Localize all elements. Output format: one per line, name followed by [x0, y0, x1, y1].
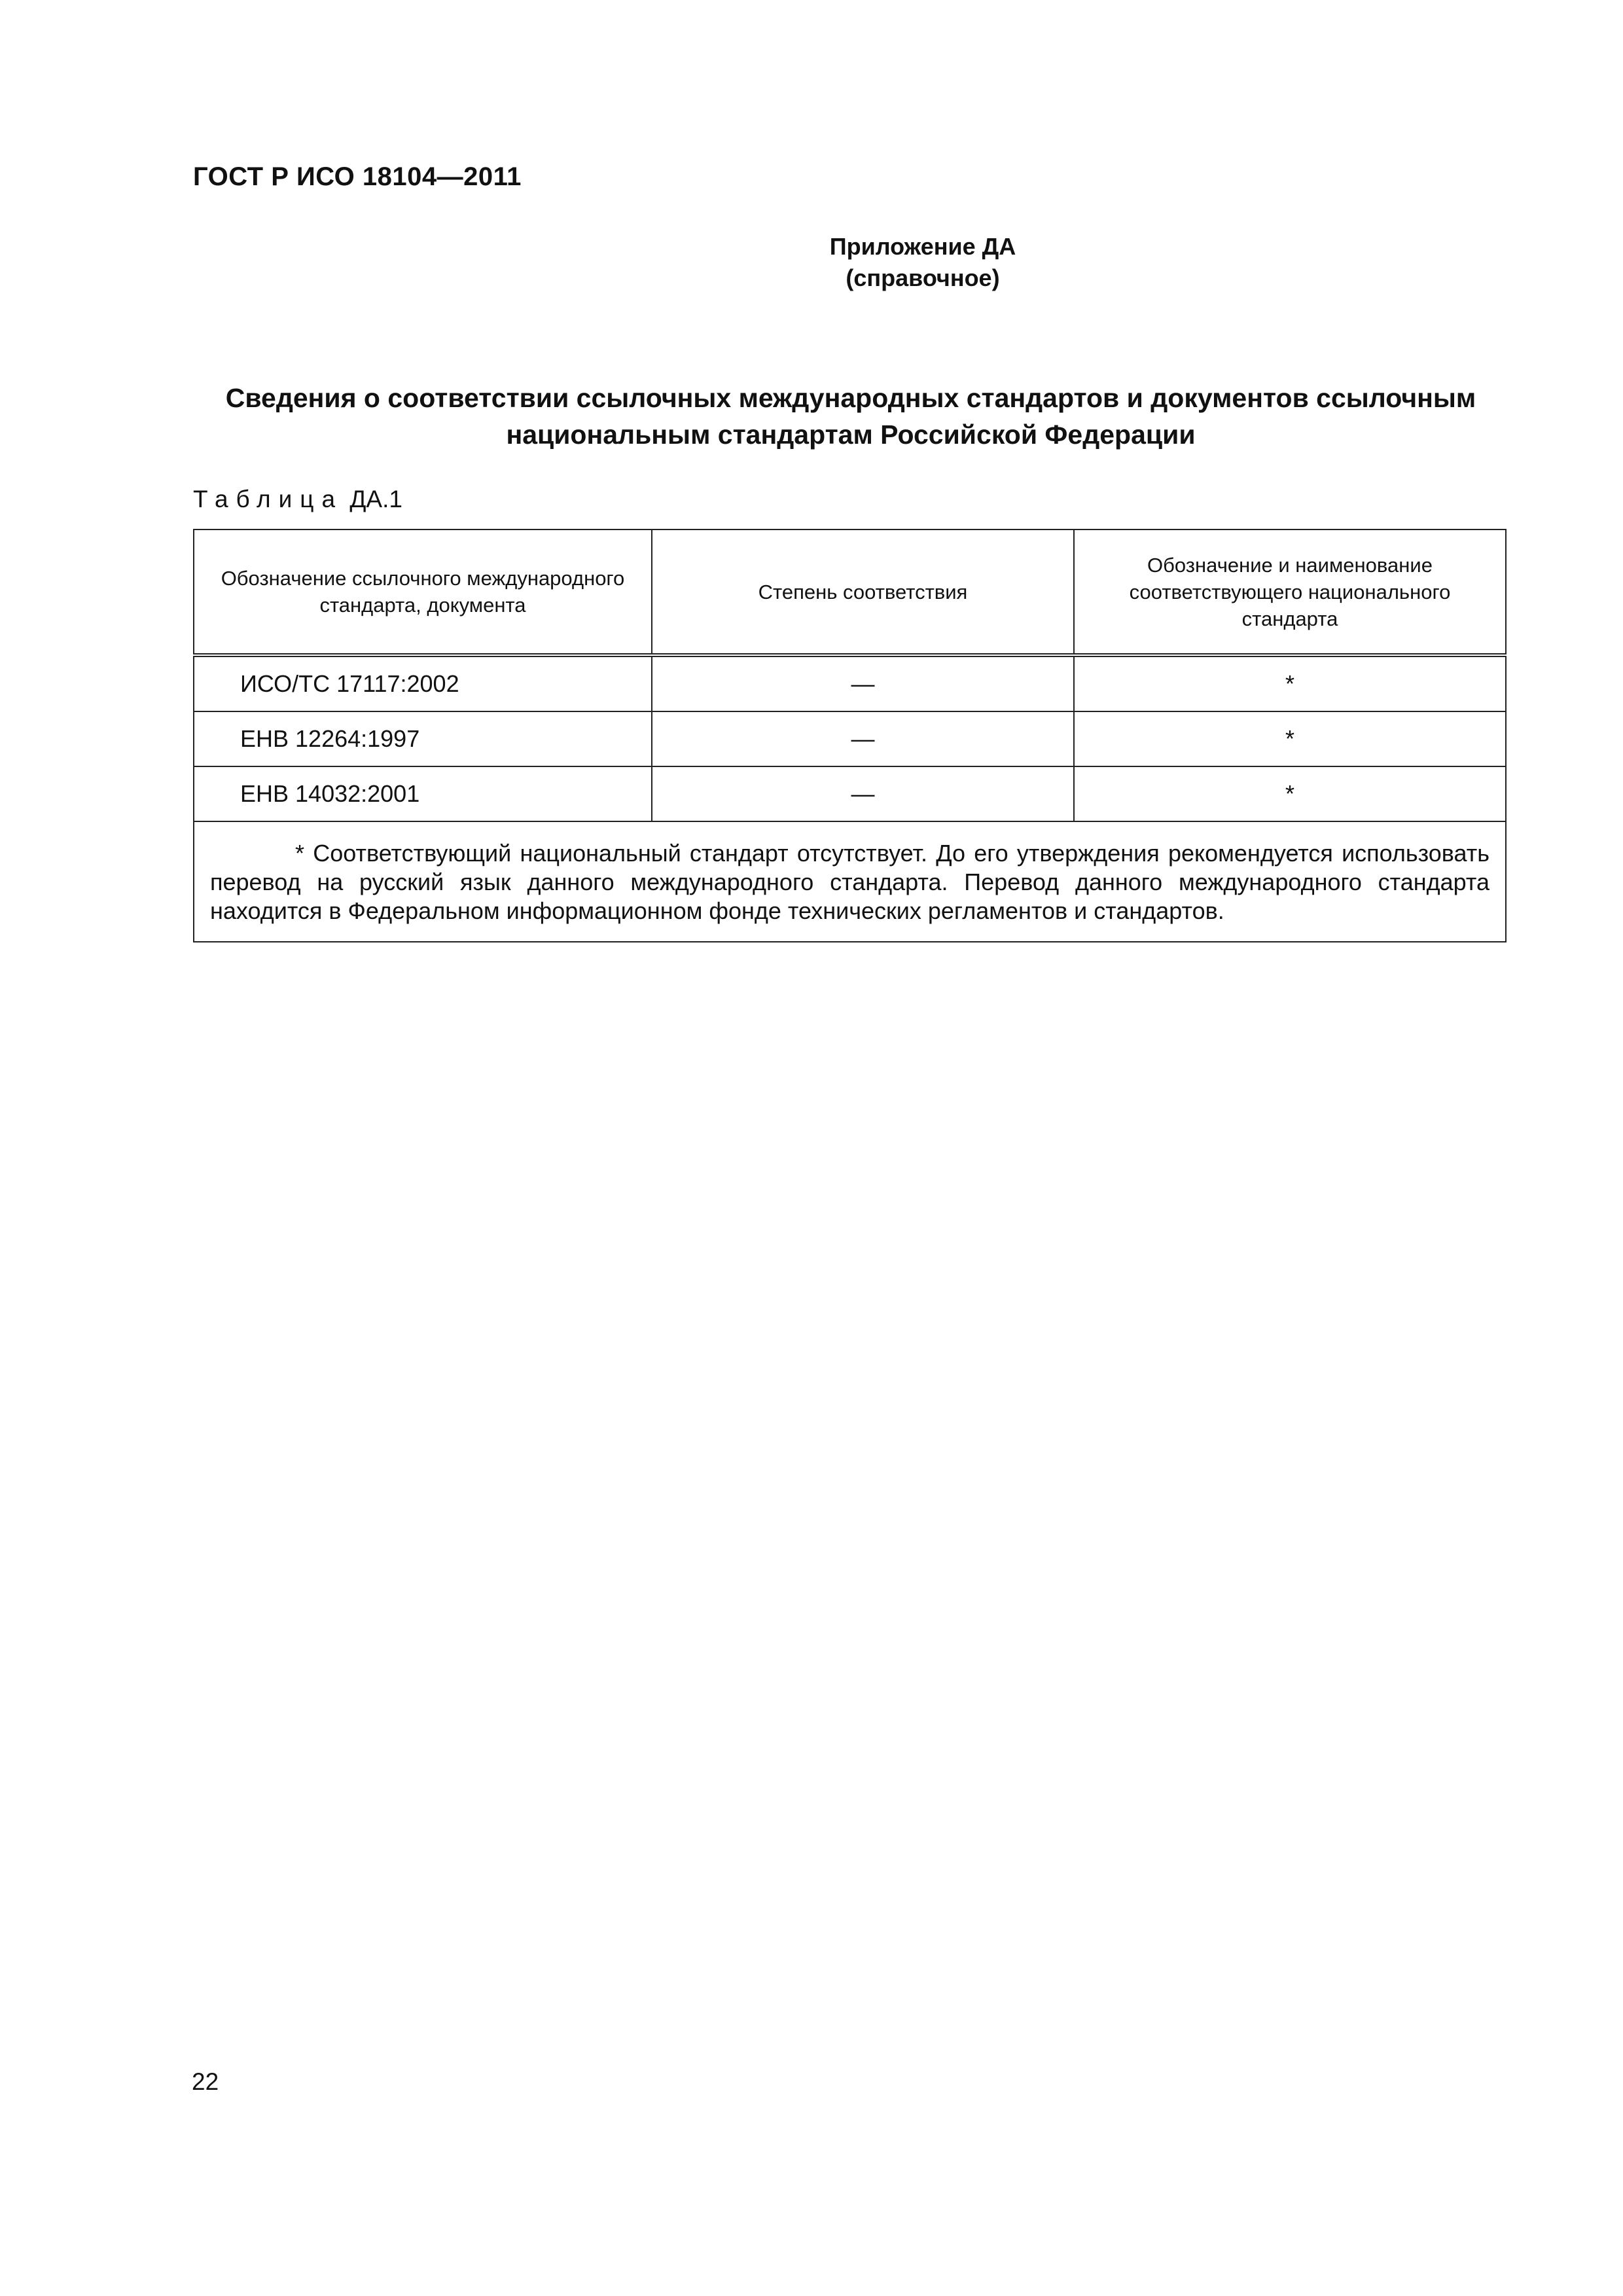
- annex-title: Приложение ДА: [829, 233, 1016, 260]
- table-row: [194, 711, 1506, 766]
- section-heading: [193, 380, 1508, 453]
- table-caption: [193, 486, 402, 513]
- header-degree-of-conformity: Степень соответствия: [652, 529, 1074, 655]
- cell-degree: —: [652, 655, 1074, 711]
- table-row: [194, 655, 1506, 711]
- table-footnote-row: [194, 821, 1506, 942]
- table-caption-word: Таблица: [193, 486, 344, 512]
- document-code: ГОСТ Р ИСО 18104—2011: [193, 162, 522, 191]
- cell-degree: —: [652, 711, 1074, 766]
- cell-standard-code: ЕНВ 12264:1997: [194, 711, 652, 766]
- cell-national-standard: *: [1074, 766, 1506, 821]
- table-caption-number: ДА.1: [349, 486, 402, 512]
- annex-kind: (справочное): [846, 264, 1000, 291]
- cell-national-standard: *: [1074, 711, 1506, 766]
- section-heading-line-2: национальным стандартам Российской Федерации: [506, 420, 1196, 450]
- header-national-standard: Обозначение и наименование соответствующего национального стандарта: [1074, 529, 1506, 655]
- cell-standard-code: ЕНВ 14032:2001: [194, 766, 652, 821]
- page-number: 22: [192, 2068, 219, 2095]
- reference-standards-table: [193, 529, 1507, 942]
- cell-standard-code: ИСО/ТС 17117:2002: [194, 655, 652, 711]
- section-heading-line-1: Сведения о соответствии ссылочных международных стандартов и документов ссылочным: [225, 383, 1476, 413]
- table-row: [194, 766, 1506, 821]
- header-international-standard: Обозначение ссылочного международного стандарта, документа: [194, 529, 652, 655]
- cell-degree: —: [652, 766, 1074, 821]
- table-header-row: [194, 529, 1506, 655]
- cell-national-standard: *: [1074, 655, 1506, 711]
- table-footnote: * Соответствующий национальный стандарт отсутствует. До его утверждения рекомендуется использовать перевод на русский язык данного международного стандарта. Перевод данного международного стандарта находится в Федеральном информационном фонде технических регламентов и стандартов.: [194, 821, 1506, 942]
